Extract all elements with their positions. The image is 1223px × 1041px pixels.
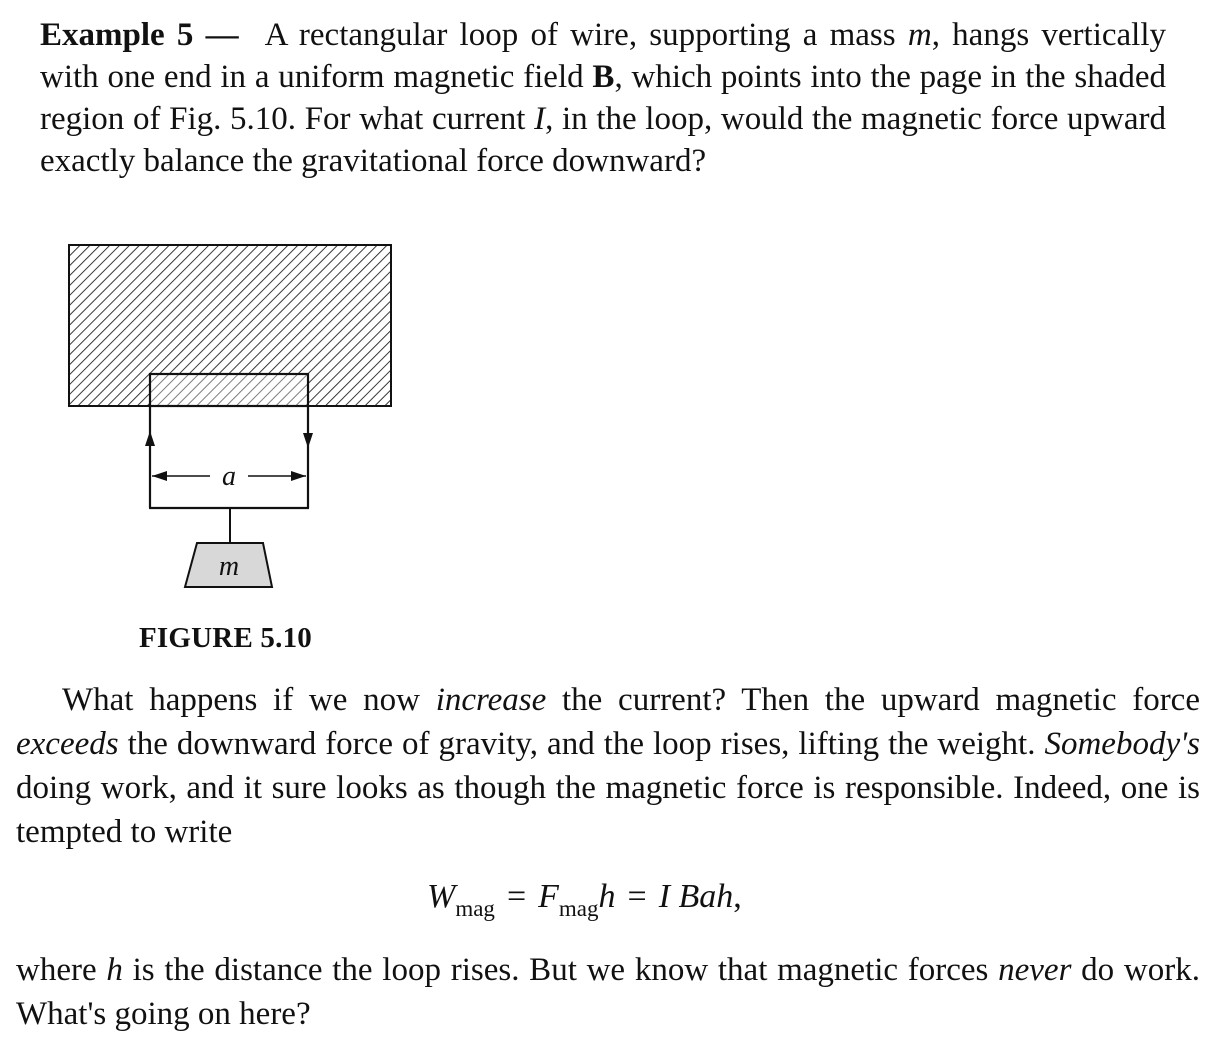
eq-W: W xyxy=(427,878,456,915)
eq-F: F xyxy=(538,878,559,915)
p2-text-2: is the distance the loop rises. But we know that magnetic forces xyxy=(122,952,999,988)
p1-text-3: the downward force of gravity, and the loop rises, lifting the weight. xyxy=(118,726,1045,762)
figure-caption: FIGURE 5.10 xyxy=(139,622,312,654)
paragraph-2 xyxy=(16,948,1200,1036)
p1-emphasis-increase: increase xyxy=(435,682,547,718)
p2-text-1: where xyxy=(16,952,107,988)
mass-label-m: m xyxy=(218,551,240,582)
p2-text-3: do work. What's going on here? xyxy=(16,952,1200,1032)
eq-equals-1: = xyxy=(506,878,527,915)
eq-trailing-comma: , xyxy=(733,878,742,915)
example-statement xyxy=(40,14,1166,182)
dimension-arrow-left xyxy=(152,471,167,481)
eq-F-subscript: mag xyxy=(558,896,599,921)
paragraph-1 xyxy=(16,678,1200,854)
loop-top-inside-field xyxy=(150,374,308,406)
current-arrow-down xyxy=(303,433,313,448)
p1-text-1: What happens if we now xyxy=(62,682,436,718)
figure-5-10 xyxy=(60,235,400,605)
dimension-label-a: a xyxy=(222,461,236,492)
example-label: Example 5 — xyxy=(40,17,239,53)
var-B: B xyxy=(592,59,615,95)
var-I: I xyxy=(534,101,546,137)
eq-W-subscript: mag xyxy=(455,896,495,921)
eq-h: h xyxy=(598,878,616,915)
p2-var-h: h xyxy=(106,952,123,988)
eq-rhs: I Bah xyxy=(658,878,734,915)
eq-equals-2: = xyxy=(627,878,647,915)
example-text-1: A rectangular loop of wire, supporting a mass xyxy=(264,17,908,53)
var-m: m xyxy=(907,17,932,53)
example-text-3: , which points into the page in the shaded region of Fig. 5.10. For what current xyxy=(40,59,1166,137)
dimension-arrow-right xyxy=(291,471,306,481)
p1-text-4: doing work, and it sure looks as though the magnetic force is responsible. Indeed, one is tempted to write xyxy=(16,770,1200,850)
example-text-2: , hangs vertically with one end in a uniform magnetic field xyxy=(40,17,1167,95)
p1-emphasis-somebodys: Somebody's xyxy=(1044,726,1200,762)
p2-emphasis-never: never xyxy=(998,952,1072,988)
work-equation xyxy=(427,878,742,921)
current-arrow-up xyxy=(145,431,155,446)
example-text-4: , in the loop, would the magnetic force upward exactly balance the gravitational force downward? xyxy=(40,101,1166,179)
p1-emphasis-exceeds: exceeds xyxy=(16,726,119,762)
loop-diagram xyxy=(60,235,400,605)
p1-text-2: the current? Then the upward magnetic force xyxy=(546,682,1200,718)
